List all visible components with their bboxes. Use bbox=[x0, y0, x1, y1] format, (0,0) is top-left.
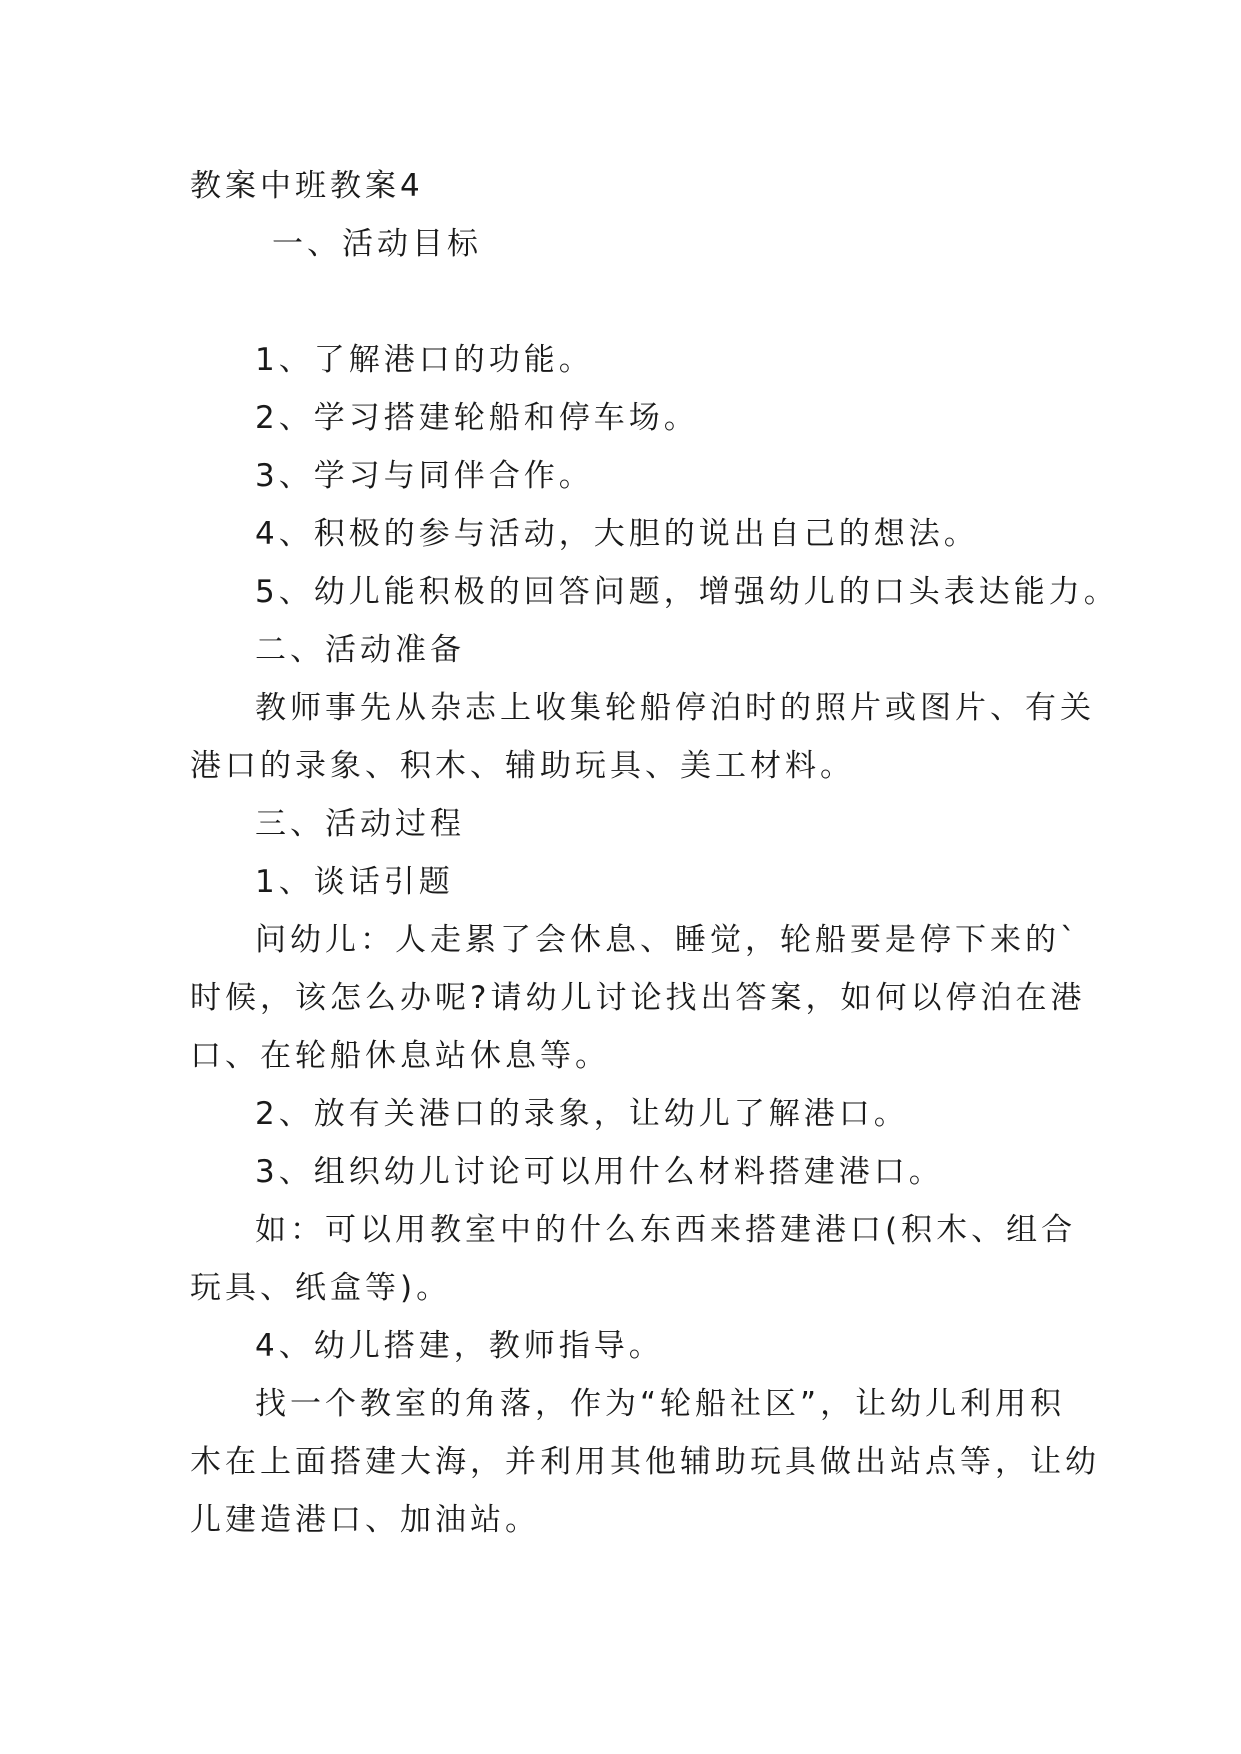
step-heading: 3、组织幼儿讨论可以用什么材料搭建港口。 bbox=[255, 1154, 944, 1190]
goal-item: 3、学习与同伴合作。 bbox=[255, 458, 594, 494]
paragraph-line: 如：可以用教室中的什么东西来搭建港口(积木、组合 bbox=[255, 1212, 1077, 1248]
paragraph-line: 时候，该怎么办呢?请幼儿讨论找出答案，如何以停泊在港 bbox=[190, 980, 1086, 1016]
step-heading: 1、谈话引题 bbox=[255, 864, 454, 900]
heading-process: 三、活动过程 bbox=[255, 806, 465, 842]
paragraph-line: 木在上面搭建大海，并利用其他辅助玩具做出站点等，让幼 bbox=[190, 1444, 1100, 1480]
step-heading: 4、幼儿搭建，教师指导。 bbox=[255, 1328, 664, 1364]
goal-item: 5、幼儿能积极的回答问题，增强幼儿的口头表达能力。 bbox=[255, 574, 1119, 610]
document-title: 教案中班教案4 bbox=[190, 168, 424, 204]
paragraph-line: 港口的录象、积木、辅助玩具、美工材料。 bbox=[190, 748, 855, 784]
paragraph-line: 儿建造港口、加油站。 bbox=[190, 1502, 540, 1538]
heading-goals: 一、活动目标 bbox=[272, 226, 482, 262]
step-heading: 2、放有关港口的录象，让幼儿了解港口。 bbox=[255, 1096, 909, 1132]
goal-item: 4、积极的参与活动，大胆的说出自己的想法。 bbox=[255, 516, 979, 552]
heading-prep: 二、活动准备 bbox=[255, 632, 465, 668]
paragraph-line: 教师事先从杂志上收集轮船停泊时的照片或图片、有关 bbox=[255, 690, 1095, 726]
paragraph-line: 找一个教室的角落，作为“轮船社区”，让幼儿利用积 bbox=[255, 1386, 1066, 1422]
paragraph-line: 玩具、纸盒等)。 bbox=[190, 1270, 452, 1306]
paragraph-line: 问幼儿：人走累了会休息、睡觉，轮船要是停下来的` bbox=[255, 922, 1080, 958]
goal-item: 2、学习搭建轮船和停车场。 bbox=[255, 400, 699, 436]
goal-item: 1、了解港口的功能。 bbox=[255, 342, 594, 378]
paragraph-line: 口、在轮船休息站休息等。 bbox=[190, 1038, 610, 1074]
